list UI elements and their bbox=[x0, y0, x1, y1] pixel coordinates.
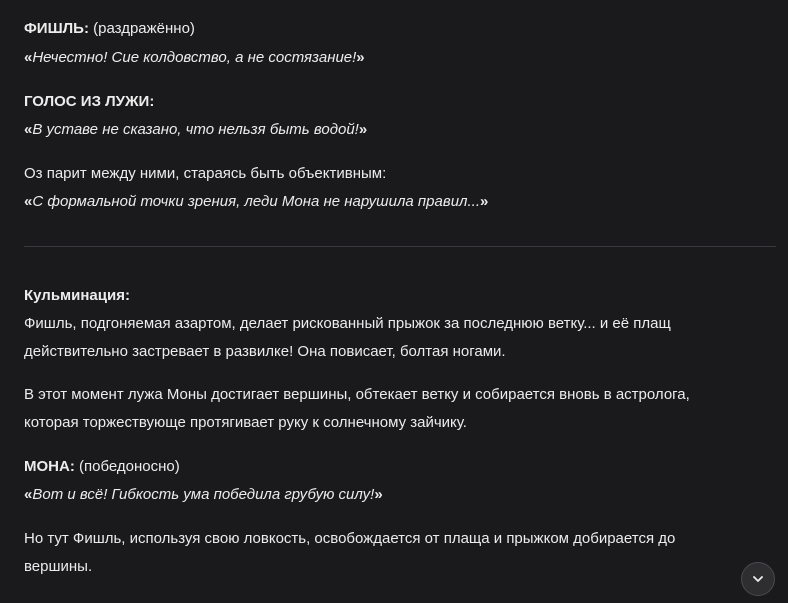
close-quote-mark: » bbox=[480, 193, 489, 210]
quote-text: В уставе не сказано, что нельзя быть водой! bbox=[32, 121, 359, 138]
section-heading-climax: Кульминация: bbox=[24, 287, 130, 304]
speaker-name: ФИШЛЬ: bbox=[24, 20, 89, 37]
quote-text: Вот и всё! Гибкость ума победила грубую силу! bbox=[32, 486, 375, 503]
paragraph-line: которая торжествующе протягивает руку к солнечному зайчику. bbox=[24, 414, 467, 431]
narration-text: Оз парит между ними, стараясь быть объективным: bbox=[24, 165, 387, 182]
paragraph-line: Фишль, подгоняемая азартом, делает рискованный прыжок за последнюю ветку... и её плащ bbox=[24, 315, 671, 332]
open-quote-mark: « bbox=[24, 49, 33, 66]
narration-line-oz bbox=[24, 164, 386, 184]
quote-line-oz bbox=[24, 192, 488, 212]
close-quote-mark: » bbox=[358, 121, 368, 138]
speaker-line-fishl bbox=[24, 19, 195, 39]
speaker-name: ГОЛОС ИЗ ЛУЖИ: bbox=[24, 93, 155, 110]
speaker-line-mona bbox=[24, 457, 180, 477]
speaker-name: МОНА: bbox=[24, 458, 75, 475]
quote-line-fishl bbox=[24, 48, 365, 68]
section-divider bbox=[24, 246, 776, 247]
speaker-line-voice bbox=[24, 92, 154, 112]
stage-direction: (победоносно) bbox=[79, 458, 180, 475]
close-quote-mark: » bbox=[356, 49, 365, 66]
quote-line-mona bbox=[24, 485, 383, 505]
paragraph-line: Но тут Фишль, используя свою ловкость, освобождается от плаща и прыжком добирается до bbox=[24, 530, 676, 547]
scroll-to-bottom-button[interactable] bbox=[741, 562, 775, 596]
quote-line-voice bbox=[24, 120, 367, 140]
chevron-down-icon bbox=[751, 572, 765, 586]
open-quote-mark: « bbox=[24, 121, 33, 138]
quote-text: Нечестно! Сие колдовство, а не состязание! bbox=[32, 49, 357, 66]
stage-direction: (раздражённо) bbox=[93, 20, 195, 37]
quote-text: С формальной точки зрения, леди Мона не нарушила правил... bbox=[32, 193, 480, 210]
close-quote-mark: » bbox=[374, 486, 383, 503]
paragraph-line: вершины. bbox=[24, 558, 93, 575]
paragraph-line: действительно застревает в развилке! Она повисает, болтая ногами. bbox=[24, 343, 506, 360]
paragraph-line: В этот момент лужа Моны достигает вершины, обтекает ветку и собирается вновь в астролога, bbox=[24, 386, 690, 403]
open-quote-mark: « bbox=[24, 486, 33, 503]
open-quote-mark: « bbox=[24, 193, 33, 210]
